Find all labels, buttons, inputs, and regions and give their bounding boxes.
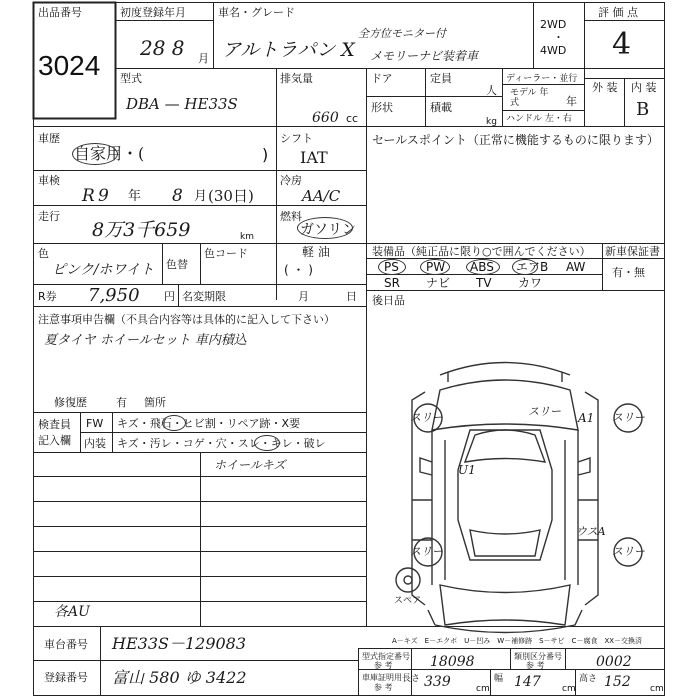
inspection-label: 車検 — [38, 174, 60, 187]
fuel-label: 燃料 — [280, 210, 302, 223]
lot-number: 3024 — [38, 50, 101, 81]
shape-label: 形状 — [371, 101, 393, 114]
reg-value: 富山 580 ゆ 3422 — [112, 668, 247, 687]
fuel-paren: ( ・ ) — [284, 263, 313, 277]
recycle-value: 7,950 — [88, 285, 140, 306]
first-reg-unit: 月 — [198, 52, 209, 65]
width-value: 147 — [514, 674, 541, 690]
cert-label: 車庫証明用 — [362, 673, 402, 682]
width-cm: cm — [562, 684, 576, 694]
height-cm: cm — [650, 684, 664, 694]
year-unit: 年 — [566, 95, 577, 108]
history-value: 自家用・( — [74, 144, 145, 163]
door-label: ドア — [371, 72, 393, 85]
height-label: 高さ — [579, 674, 598, 684]
mark-rear-left-tire: スリー — [410, 545, 443, 558]
mark-front-right-tire: スリー — [612, 411, 645, 424]
class-sub: 参 考 — [526, 661, 545, 670]
mark-rear-right: ウスA — [576, 525, 606, 538]
stone-chip-circle — [162, 415, 186, 431]
reg-label: 登録番号 — [44, 671, 88, 684]
chassis-value: HE33S－129083 — [112, 634, 247, 653]
inspector-label-1: 検査員 — [38, 418, 71, 431]
repair-label: 修復歴 — [54, 396, 87, 409]
inspection-month-unit: 月 — [194, 189, 208, 204]
length-cm: cm — [476, 684, 490, 694]
notes-value: 夏タイヤ ホイールセット 車内積込 — [44, 333, 247, 348]
first-reg-value: 28 8 — [140, 36, 185, 60]
equip-airbag-circle — [512, 259, 538, 275]
first-reg-label: 初度登録年月 — [120, 6, 186, 19]
color-label: 色 — [38, 247, 49, 260]
recycle-unit: 円 — [164, 290, 175, 303]
name-change-label: 名変期限 — [182, 290, 226, 303]
equip-ps: PS — [384, 260, 399, 274]
fw-label: FW — [86, 417, 104, 430]
car-name-label: 車名・グレード — [218, 6, 295, 19]
spare-label: スペア — [394, 596, 422, 606]
exterior-label: 外 装 — [592, 81, 618, 94]
inspection-year: 9 — [98, 186, 109, 206]
interior-value: B — [636, 99, 650, 120]
equip-leather: カワ — [518, 276, 543, 290]
inspection-era: R — [82, 186, 95, 206]
scuff-circle — [254, 435, 280, 451]
history-label: 車歴 — [38, 132, 60, 145]
warranty-value: 有・無 — [612, 266, 645, 279]
color-value: ピンク/ホワイト — [52, 262, 155, 278]
displacement-label: 排気量 — [280, 72, 313, 85]
drive-4wd: 4WD — [540, 44, 567, 57]
car-name-value: アルトラパン X — [222, 39, 355, 61]
mark-right-a1: A1 — [578, 411, 595, 425]
mark-left-u1: U1 — [458, 463, 476, 477]
history-circle — [72, 143, 118, 165]
capacity-unit: 人 — [486, 84, 497, 97]
width-label: 幅 — [494, 674, 504, 684]
length-value: 339 — [424, 674, 451, 690]
lot-label: 出品番号 — [38, 6, 82, 19]
mark-rear-right-tire: スリー — [612, 545, 645, 558]
fuel-alt: 軽 油 — [302, 245, 330, 259]
grade-value: 4 — [612, 27, 632, 62]
height-value: 152 — [604, 674, 631, 690]
recycle-label: R券 — [38, 290, 57, 303]
grade-label: 評 価 点 — [598, 6, 638, 19]
history-close: ) — [262, 145, 269, 164]
class-label: 類別区分番号 — [514, 652, 562, 661]
equip-abs: ABS — [470, 260, 494, 274]
name-change-day: 日 — [346, 290, 357, 303]
fuel-circle — [297, 217, 353, 239]
ac-label: 冷房 — [280, 174, 302, 187]
shift-value: IAT — [300, 148, 328, 167]
equipment-label: 装備品（純正品に限り○で囲んでください） — [372, 245, 591, 258]
equip-aw: AW — [566, 260, 586, 274]
equip-tv: TV — [476, 276, 492, 290]
length-label: 長さ — [402, 674, 421, 684]
drive-dot: ・ — [553, 31, 564, 44]
grade-note-2: メモリーナビ装着車 — [370, 49, 479, 63]
model-year-label: モデル 年式 — [510, 88, 549, 108]
warranty-label: 新車保証書 — [605, 245, 660, 258]
repair-place: 箇所 — [144, 396, 166, 409]
displacement-value: 660 — [312, 110, 339, 126]
interior-items-label: 内装 — [84, 437, 106, 450]
chassis-label: 車台番号 — [44, 638, 88, 651]
capacity-label: 定員 — [430, 72, 452, 85]
inspector-remark: ホイールキズ — [214, 458, 286, 472]
car-diagram — [396, 363, 642, 633]
equip-sr: SR — [384, 276, 400, 290]
grade-note-1: 全方位モニター付 — [358, 27, 446, 40]
shift-label: シフト — [280, 132, 313, 145]
model-value: DBA — HE33S — [126, 95, 238, 113]
handle-label: ハンドル 左・右 — [506, 114, 572, 124]
type-cert-label: 型式指定番号 — [362, 652, 410, 661]
drive-2wd: 2WD — [540, 18, 567, 31]
name-change-month: 月 — [298, 290, 309, 303]
load-unit: kg — [486, 117, 497, 127]
inspector-label-2: 記入欄 — [38, 434, 71, 447]
repair-value: 有 — [116, 396, 127, 409]
color-change-label: 色替 — [166, 258, 188, 271]
cert-sub: 参 考 — [374, 683, 393, 692]
inspection-year-unit: 年 — [128, 189, 142, 204]
equip-ps-circle — [378, 259, 406, 275]
ac-value: AA/C — [302, 187, 341, 205]
model-label: 型式 — [120, 72, 142, 85]
rear-items-label: 後日品 — [372, 294, 405, 307]
class-value: 0002 — [596, 654, 632, 670]
mark-front-right: スリー — [528, 405, 561, 418]
mileage-unit: km — [240, 232, 254, 242]
displacement-unit: cc — [346, 112, 359, 125]
inspection-month: 8 — [172, 186, 183, 206]
notes-label: 注意事項申告欄（不具合内容等は具体的に記入して下さい） — [38, 313, 335, 326]
type-cert-value: 18098 — [430, 654, 475, 670]
equip-pw: PW — [426, 260, 446, 274]
sales-point-label: セールスポイント（正常に機能するものに限ります） — [372, 133, 659, 147]
color-code-label: 色コード — [204, 247, 248, 260]
equip-pw-circle — [420, 259, 450, 275]
mark-front-left-tire: スリー — [410, 411, 443, 424]
inspection-day: (30日) — [208, 187, 254, 205]
equip-airbag: エアB — [516, 260, 549, 274]
fw-items: キズ・飛石・ヒビ割・リペア跡・X要 — [117, 417, 301, 430]
equip-navi: ナビ — [426, 276, 451, 290]
inspector-bottom-note: 各AU — [54, 604, 90, 620]
type-cert-sub: 参 考 — [374, 661, 393, 670]
load-label: 積載 — [430, 101, 452, 114]
equip-abs-circle — [466, 259, 500, 275]
mileage-label: 走行 — [38, 210, 60, 223]
interior-label: 内 装 — [631, 81, 657, 94]
mileage-value: 8万3千659 — [92, 219, 191, 241]
fuel-value: ガソリン — [300, 222, 356, 238]
interior-items: キズ・汚レ・コゲ・穴・スレ・キレ・破レ — [117, 437, 326, 450]
damage-legend: A－キズ E－エクボ U－凹み W－補修跡 S－サビ C－腐食 XX－交換済 — [392, 637, 643, 645]
dealer-label: ディーラー・並行 — [506, 74, 578, 84]
